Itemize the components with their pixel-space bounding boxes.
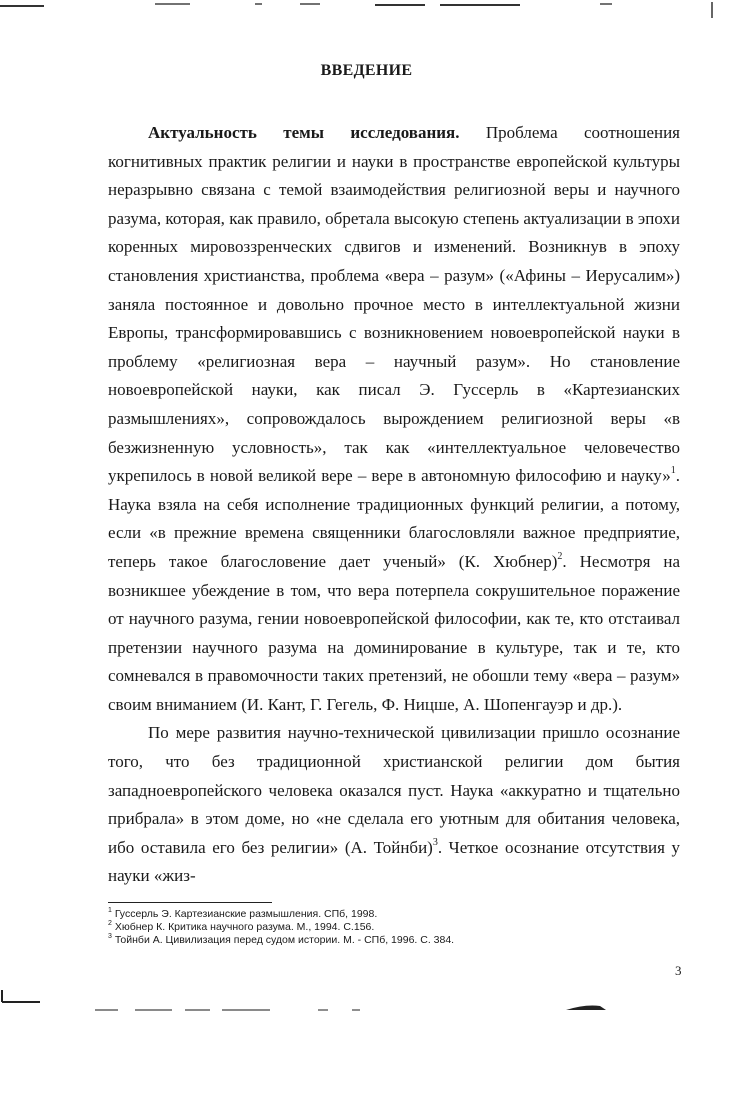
- footnotes: [108, 908, 680, 947]
- paragraph-1: [108, 119, 680, 719]
- paragraph-1-text-a: Проблема соотношения когнитивных практик религии и науки в пространстве европейской культуры неразрывно связана с темой взаимодействия религиозной веры и научного разума, которая, как правило, обретала высокую степень актуализации в эпохи коренных мировоззренческих сдвигов и изменений. Возникнув в эпоху становления христианства, проблема «вера – разум» («Афины – Иерусалим») заняла постоянное и довольно прочное место в интеллектуальной жизни Европы, трансформировавшись с возникновением новоевропейской науки в проблему «религиозная вера – научный разум». Но становление новоевропейской науки, как писал Э. Гуссерль в «Картезианских размышлениях», сопровождалось вырождением религиозной веры «в безжизненную условность», так как «интеллектуальное человечество укрепилось в новой великой вере – вере в автономную философию и науку»: [108, 123, 680, 486]
- footnote-ref-3: 3: [432, 837, 438, 849]
- page-number: 3: [675, 963, 682, 978]
- footnote-ref-1: 1: [670, 465, 676, 477]
- paragraph-2-text-b: . Четкое осознание отсутствия у науки «жиз-: [108, 837, 681, 886]
- body-text: [108, 119, 680, 891]
- footnote-text: Тойнби А. Цивилизация перед судом истории. М. - СПб, 1996. С. 384.: [114, 934, 455, 946]
- footnote-number: 3: [108, 932, 112, 940]
- scan-edge-bottom: [0, 990, 733, 1030]
- paragraph-2: [108, 719, 680, 891]
- footnote-number: 1: [108, 906, 112, 914]
- footnote-item: [108, 921, 680, 934]
- paragraph-2-text-a: По мере развития научно-технической цивилизации пришло осознание того, что без традиционной христианской религии дом бытия западноевропейского человека оказался пуст. Наука «аккуратно и тщательно прибрала» в этом доме, но «не сделала его уютным для обитания человека, ибо оставила его без религии» (А. Тойнби): [108, 723, 680, 857]
- footnote-separator: [108, 902, 272, 903]
- page-title: ВВЕДЕНИЕ: [320, 62, 413, 79]
- footnote-text: Гуссерль Э. Картезианские размышления. СПб, 1998.: [114, 908, 378, 920]
- footnote-ref-2: 2: [557, 551, 563, 563]
- footnote-text: Хюбнер К. Критика научного разума. М., 1994. С.156.: [114, 921, 375, 933]
- footnote-number: 2: [108, 919, 112, 927]
- paragraph-1-text-b: . Наука взяла на себя исполнение традиционных функций религии, а потому, если «в прежние времена священники благословляли важное предприятие, теперь такое благословение дает ученый» (К. Хюбнер): [108, 466, 680, 571]
- lead-phrase: Актуальность темы исследования.: [148, 123, 460, 142]
- footnote-item: [108, 908, 680, 921]
- scan-edge-top: [0, 0, 733, 20]
- paragraph-1-text-c: . Несмотря на возникшее убеждение в том, что вера потерпела сокрушительное поражение от научного разума, гении новоевропейской философии, как те, кто отстаивал претензии научного разума на доминирование в культуре, так и те, кто сомневался в правомочности таких претензий, не обошли тему «вера – разум» своим вниманием (И. Кант, Г. Гегель, Ф. Ницше, А. Шопенгауэр и др.).: [108, 551, 680, 714]
- footnote-item: [108, 934, 680, 947]
